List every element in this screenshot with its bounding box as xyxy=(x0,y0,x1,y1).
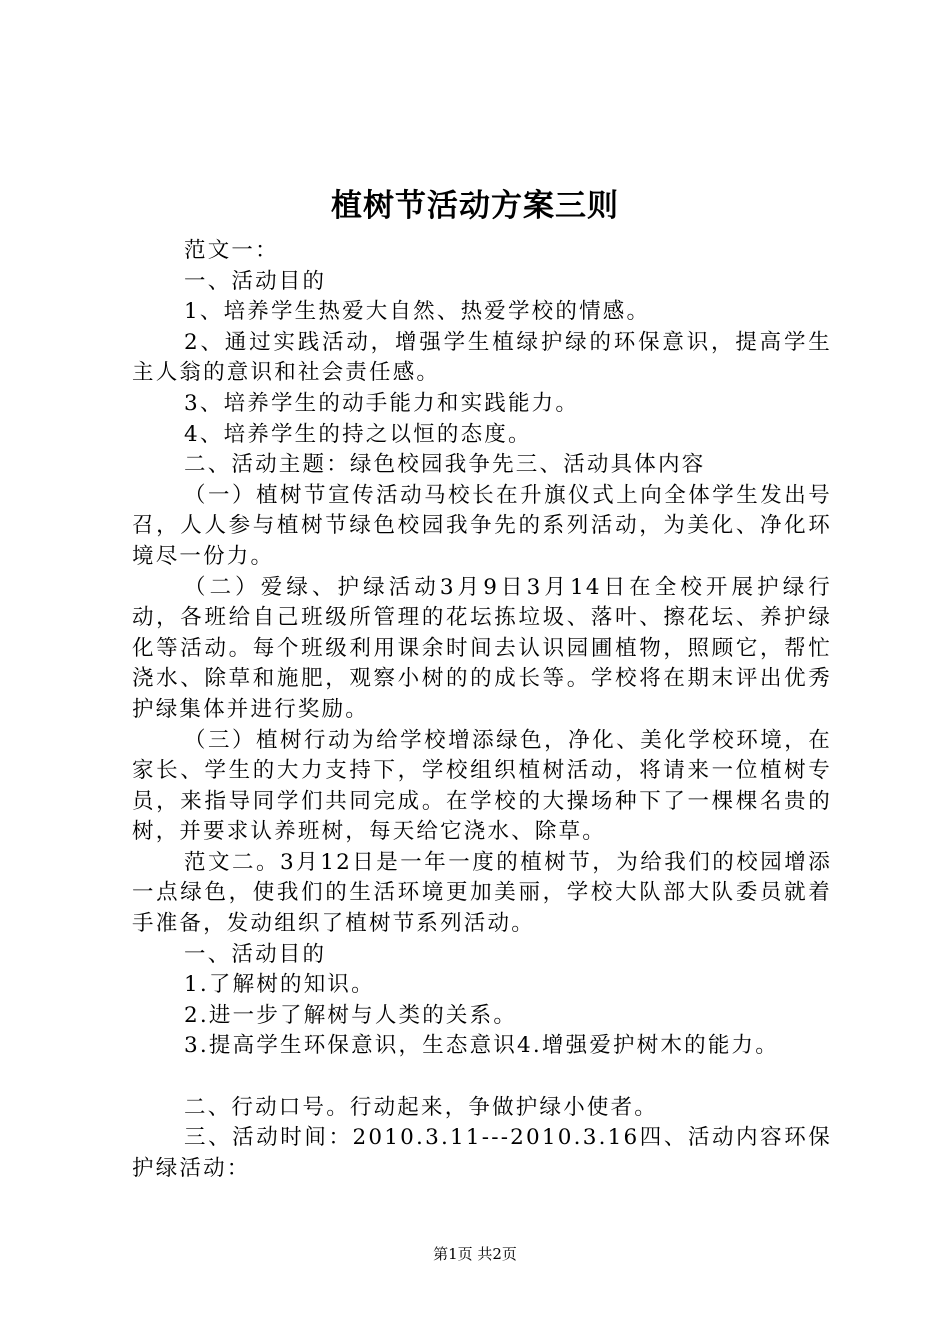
paragraph-objective-2: 2、通过实践活动，增强学生植绿护绿的环保意识，提高学生主人翁的意识和社会责任感。 xyxy=(132,329,832,386)
paragraph-objective-4: 4、培养学生的持之以恒的态度。 xyxy=(184,421,532,447)
paragraph-objective-2-1: 1.了解树的知识。 xyxy=(184,972,375,998)
paragraph-objective-2-2: 2.进一步了解树与人类的关系。 xyxy=(184,1002,518,1028)
paragraph-sample-1-heading: 范文一： xyxy=(184,238,279,263)
paragraph-objective-3: 3、培养学生的动手能力和实践能力。 xyxy=(184,390,580,416)
paragraph-section-theme: 二、活动主题：绿色校园我争先三、活动具体内容 xyxy=(184,452,706,478)
paragraph-content-2: （二）爱绿、护绿活动3月9日3月14日在全校开展护绿行动，各班给自己班级所管理的花坛拣垃圾、落叶、擦花坛、养护绿化等活动。每个班级利用课余时间去认识园圃植物，照顾它，帮忙浇水、除草和施肥，观察小树的的成长等。学校将在期末评出优秀护绿集体并进行奖励。 xyxy=(132,574,832,722)
paragraph-section-objective-2: 一、活动目的 xyxy=(184,941,327,967)
paragraph-section-objective: 一、活动目的 xyxy=(184,268,327,294)
paragraph-slogan: 二、行动口号。行动起来，争做护绿小使者。 xyxy=(184,1094,659,1120)
paragraph-sample-2: 范文二。3月12日是一年一度的植树节，为给我们的校园增添一点绿色，使我们的生活环境更加美丽，学校大队部大队委员就着手准备，发动组织了植树节系列活动。 xyxy=(132,849,832,937)
paragraph-objective-2-3: 3.提高学生环保意识，生态意识4.增强爱护树木的能力。 xyxy=(184,1033,779,1059)
blank-line xyxy=(132,1062,832,1093)
document-title: 植树节活动方案三则 xyxy=(331,188,619,224)
document-body xyxy=(132,236,832,1184)
paragraph-objective-1: 1、培养学生热爱大自然、热爱学校的情感。 xyxy=(184,299,651,325)
page-footer: 第1页 共2页 xyxy=(433,1245,517,1263)
paragraph-content-3: （三）植树行动为给学校增添绿色，净化、美化学校环境，在家长、学生的大力支持下，学校组织植树活动，将请来一位植树专员，来指导同学们共同完成。在学校的大操场种下了一棵棵名贵的树，并要求认养班树，每天给它浇水、除草。 xyxy=(132,727,832,845)
paragraph-schedule: 三、活动时间：2010.3.11---2010.3.16四、活动内容环保护绿活动： xyxy=(132,1125,832,1181)
paragraph-content-1: （一）植树节宣传活动马校长在升旗仪式上向全体学生发出号召，人人参与植树节绿色校园我争先的系列活动，为美化、净化环境尽一份力。 xyxy=(132,482,832,569)
